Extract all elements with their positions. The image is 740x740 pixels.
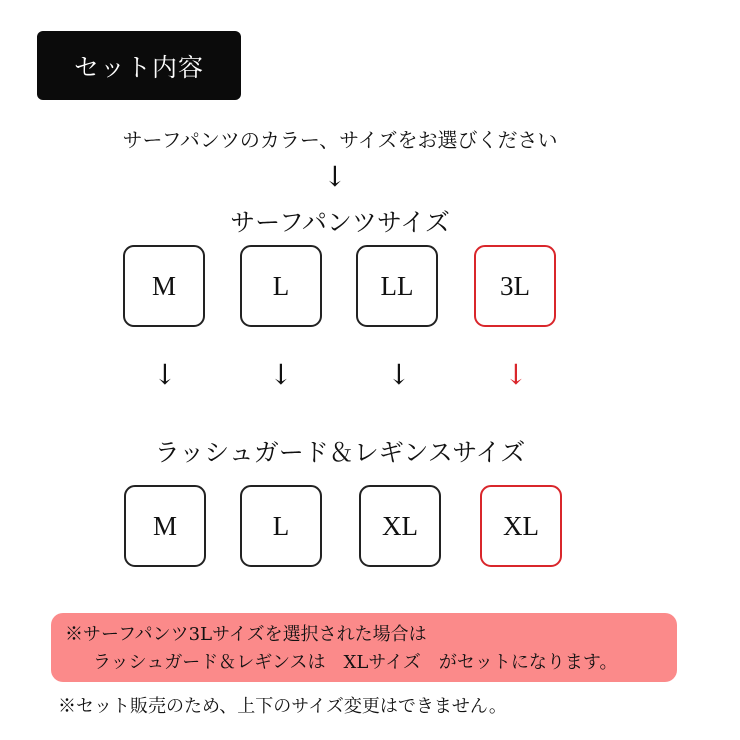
pants-size-ll: LL	[356, 245, 438, 327]
surf-pants-size-title: サーフパンツサイズ	[230, 208, 450, 237]
red-down-arrow-icon: ↓	[504, 358, 528, 391]
rash-size-m: M	[124, 485, 206, 567]
set-contents-badge	[37, 31, 241, 100]
instruction-text: サーフパンツのカラー、サイズをお選びください	[122, 128, 558, 152]
pants-size-3l: 3L	[474, 245, 556, 327]
down-arrow-icon: ↓	[323, 160, 347, 193]
note-line-2: ラッシュガード＆レギンスは XLサイズ がセットになります。	[93, 652, 618, 673]
rash-size-xl: XL	[359, 485, 441, 567]
rash-size-l: L	[240, 485, 322, 567]
rash-size-xl-highlight: XL	[480, 485, 562, 567]
down-arrow-icon: ↓	[153, 358, 177, 391]
note-box	[51, 613, 677, 682]
down-arrow-icon: ↓	[387, 358, 411, 391]
pants-size-l: L	[240, 245, 322, 327]
footnote: ※セット販売のため、上下のサイズ変更はできません。	[58, 696, 507, 717]
note-line-1: ※サーフパンツ3Lサイズを選択された場合は	[65, 624, 427, 645]
badge-title: セット内容	[73, 52, 204, 82]
down-arrow-icon: ↓	[269, 358, 293, 391]
rashguard-leggings-size-title: ラッシュガード＆レギンスサイズ	[154, 438, 526, 467]
pants-size-m: M	[123, 245, 205, 327]
